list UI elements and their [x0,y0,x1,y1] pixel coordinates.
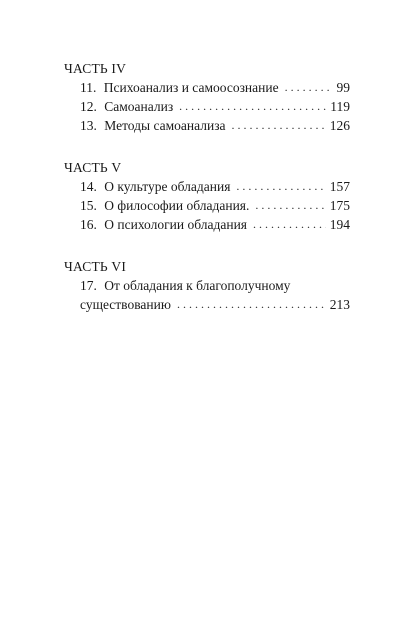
entry-number: 16. [80,217,97,232]
entry-title: О культуре обладания [104,179,231,194]
entry-number: 15. [80,198,97,213]
entry-number: 17. [80,278,97,293]
entry-page-number: 126 [329,118,350,133]
toc-entry-11[interactable] [80,78,350,97]
entry-title: О психологии обладания [104,217,248,232]
entry-page-number: 157 [329,179,350,194]
toc-entry-17[interactable] [80,276,350,314]
entry-page-number: 213 [329,297,350,312]
entry-title: Самоанализ [104,99,174,114]
entry-title-line-2: существованию [80,297,171,312]
entry-number: 13. [80,118,97,133]
dot-leader [232,116,326,135]
dot-leader [236,177,325,196]
part-title: ЧАСТЬ IV [64,61,127,76]
part-title: ЧАСТЬ V [64,160,122,175]
toc-entry-12[interactable] [80,97,350,116]
entry-number: 11. [80,80,97,95]
toc-entry-15[interactable] [80,196,350,215]
entry-page-number: 175 [329,198,350,213]
dot-leader [179,97,326,116]
dot-leader [253,215,326,234]
entry-title: О философии обладания. [104,198,250,213]
table-of-contents [64,60,350,314]
entry-title: Методы самоанализа [104,118,226,133]
toc-entry-16[interactable] [80,215,350,234]
entry-page-number: 99 [336,80,350,95]
part-title: ЧАСТЬ VI [64,259,127,274]
toc-part-6 [64,258,350,314]
toc-entry-14[interactable] [80,177,350,196]
dot-leader [285,78,333,97]
dot-leader [177,295,326,314]
entry-page-number: 194 [329,217,350,232]
toc-part-4 [64,60,350,135]
dot-leader [255,196,325,215]
toc-part-5 [64,159,350,234]
entry-number: 12. [80,99,97,114]
entry-number: 14. [80,179,97,194]
entry-title: Психоанализ и самоосознание [103,80,279,95]
entry-page-number: 119 [330,99,350,114]
entry-title-line-1: От обладания к благополучному [104,278,291,293]
toc-entry-13[interactable] [80,116,350,135]
